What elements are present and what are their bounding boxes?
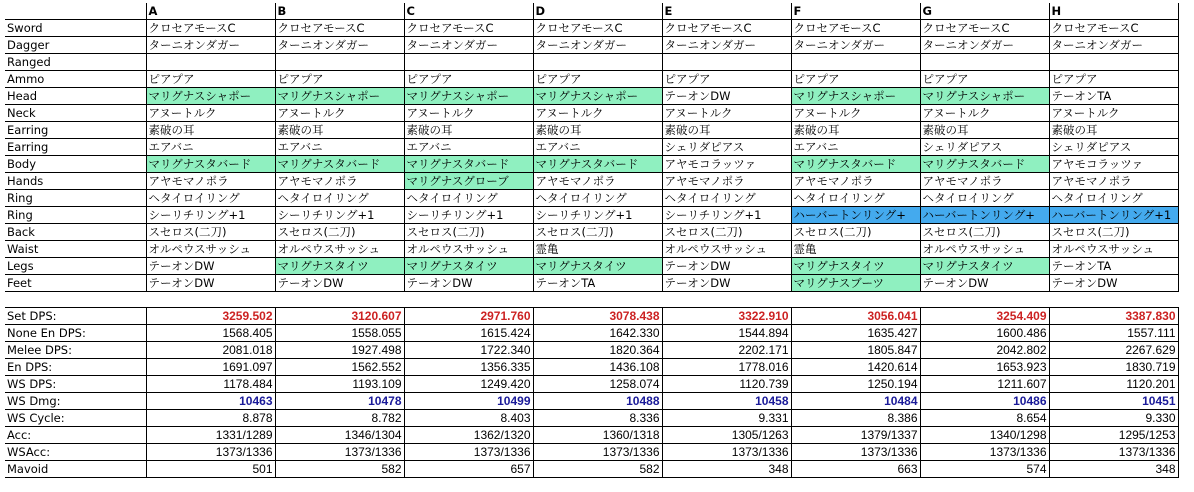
stat-label[interactable]: Acc: xyxy=(5,427,146,444)
stat-value-cell[interactable]: 582 xyxy=(533,461,662,478)
equipment-cell[interactable]: アヌートルク xyxy=(146,105,275,122)
equipment-cell[interactable]: ターニオンダガー xyxy=(146,37,275,54)
equipment-cell[interactable]: クロセアモースC xyxy=(662,20,791,37)
stat-value-cell[interactable]: 1250.194 xyxy=(791,376,920,393)
equipment-cell[interactable]: アヌートルク xyxy=(920,105,1049,122)
equipment-cell[interactable]: スセロス(二刀) xyxy=(146,224,275,241)
equipment-cell[interactable]: エアバニ xyxy=(791,139,920,156)
stat-value-cell[interactable]: 3254.409 xyxy=(920,308,1049,325)
equipment-cell[interactable]: マリグナスブーツ xyxy=(791,275,920,292)
equipment-cell[interactable]: クロセアモースC xyxy=(404,20,533,37)
stat-value-cell[interactable]: 8.336 xyxy=(533,410,662,427)
stat-value-cell[interactable]: 1373/1336 xyxy=(533,444,662,461)
stat-value-cell[interactable]: 1373/1336 xyxy=(275,444,404,461)
slot-label[interactable]: Earring xyxy=(5,122,146,139)
equipment-cell[interactable]: テーオンDW xyxy=(404,275,533,292)
equipment-cell[interactable]: ターニオンダガー xyxy=(1049,37,1178,54)
stat-value-cell[interactable]: 663 xyxy=(791,461,920,478)
equipment-cell[interactable]: ターニオンダガー xyxy=(275,37,404,54)
equipment-cell[interactable]: アヤモマノポラ xyxy=(1049,173,1178,190)
equipment-cell[interactable]: ピアプア xyxy=(791,71,920,88)
equipment-cell[interactable]: テーオンDW xyxy=(662,88,791,105)
equipment-cell[interactable]: テーオンDW xyxy=(146,258,275,275)
stat-value-cell[interactable]: 1722.340 xyxy=(404,342,533,359)
equipment-cell[interactable]: シェリダピアス xyxy=(920,139,1049,156)
equipment-cell[interactable]: ヘタイロイリング xyxy=(920,190,1049,207)
spreadsheet xyxy=(5,3,1179,478)
stat-row xyxy=(5,376,1178,393)
stat-label[interactable]: WS Cycle: xyxy=(5,410,146,427)
equipment-cell[interactable]: ピアプア xyxy=(146,71,275,88)
stat-value-cell[interactable]: 10463 xyxy=(146,393,275,410)
stat-value-cell[interactable]: 1356.335 xyxy=(404,359,533,376)
stat-value-cell[interactable]: 657 xyxy=(404,461,533,478)
equipment-cell[interactable]: シェリダピアス xyxy=(662,139,791,156)
equipment-row xyxy=(5,71,1178,88)
stat-value-cell[interactable]: 8.403 xyxy=(404,410,533,427)
stat-value-cell[interactable]: 1120.201 xyxy=(1049,376,1178,393)
equipment-cell[interactable]: アヌートルク xyxy=(1049,105,1178,122)
equipment-cell[interactable]: マリグナスタイツ xyxy=(533,258,662,275)
equipment-row xyxy=(5,275,1178,292)
equipment-cell[interactable]: ピアプア xyxy=(533,71,662,88)
column-header-e[interactable]: E xyxy=(662,3,791,20)
stat-value-cell[interactable]: 1635.427 xyxy=(791,325,920,342)
equipment-row xyxy=(5,20,1178,37)
equipment-cell[interactable]: ハーバートンリング+1 xyxy=(1049,207,1178,224)
equipment-cell[interactable]: オルペウスサッシュ xyxy=(920,241,1049,258)
equipment-cell[interactable]: スセロス(二刀) xyxy=(791,224,920,241)
equipment-cell[interactable]: テーオンTA xyxy=(1049,88,1178,105)
equipment-cell[interactable]: オルペウスサッシュ xyxy=(1049,241,1178,258)
equipment-cell[interactable]: アヤモコラッツァ xyxy=(662,156,791,173)
column-header-g[interactable]: G xyxy=(920,3,1049,20)
equipment-row xyxy=(5,224,1178,241)
stat-value-cell[interactable]: 8.654 xyxy=(920,410,1049,427)
equipment-cell[interactable]: アヤモマノポラ xyxy=(275,173,404,190)
stat-value-cell[interactable]: 1211.607 xyxy=(920,376,1049,393)
stat-value-cell[interactable]: 1331/1289 xyxy=(146,427,275,444)
stat-row xyxy=(5,393,1178,410)
corner-cell xyxy=(5,3,146,20)
stat-value-cell[interactable]: 8.386 xyxy=(791,410,920,427)
equipment-cell[interactable]: マリグナスタバード xyxy=(533,156,662,173)
equipment-cell[interactable]: オルペウスサッシュ xyxy=(404,241,533,258)
equipment-row xyxy=(5,190,1178,207)
equipment-cell[interactable]: テーオンDW xyxy=(275,275,404,292)
equipment-cell[interactable]: 素破の耳 xyxy=(920,122,1049,139)
stat-label[interactable]: En DPS: xyxy=(5,359,146,376)
equipment-cell[interactable]: マリグナスタバード xyxy=(146,156,275,173)
equipment-cell[interactable]: 霊亀 xyxy=(791,241,920,258)
stat-value-cell[interactable]: 3078.438 xyxy=(533,308,662,325)
slot-label[interactable]: Dagger xyxy=(5,37,146,54)
stat-value-cell[interactable]: 8.782 xyxy=(275,410,404,427)
equipment-cell[interactable]: 素破の耳 xyxy=(662,122,791,139)
equipment-row xyxy=(5,258,1178,275)
equipment-cell[interactable]: アヌートルク xyxy=(791,105,920,122)
stat-label[interactable]: WS DPS: xyxy=(5,376,146,393)
stat-label[interactable]: Melee DPS: xyxy=(5,342,146,359)
equipment-cell[interactable]: クロセアモースC xyxy=(791,20,920,37)
slot-label[interactable]: Sword xyxy=(5,20,146,37)
stat-row xyxy=(5,359,1178,376)
stat-value-cell[interactable]: 1295/1253 xyxy=(1049,427,1178,444)
stat-value-cell[interactable]: 10484 xyxy=(791,393,920,410)
stat-value-cell[interactable]: 1691.097 xyxy=(146,359,275,376)
equipment-cell[interactable]: マリグナスタバード xyxy=(275,156,404,173)
equipment-cell[interactable] xyxy=(791,54,920,71)
equipment-cell[interactable]: テーオンDW xyxy=(662,258,791,275)
equipment-cell[interactable]: マリグナスタイツ xyxy=(404,258,533,275)
equipment-row xyxy=(5,54,1178,71)
stat-value-cell[interactable]: 1544.894 xyxy=(662,325,791,342)
equipment-cell[interactable]: ヘタイロイリング xyxy=(1049,190,1178,207)
equipment-cell[interactable]: ヘタイロイリング xyxy=(533,190,662,207)
stat-value-cell[interactable]: 1178.484 xyxy=(146,376,275,393)
equipment-cell[interactable]: アヤモマノポラ xyxy=(662,173,791,190)
equipment-row xyxy=(5,156,1178,173)
stat-value-cell[interactable]: 1558.055 xyxy=(275,325,404,342)
equipment-cell[interactable] xyxy=(920,54,1049,71)
equipment-cell[interactable]: スセロス(二刀) xyxy=(533,224,662,241)
equipment-cell[interactable]: ヘタイロイリング xyxy=(791,190,920,207)
equipment-row xyxy=(5,139,1178,156)
equipment-cell[interactable]: ヘタイロイリング xyxy=(404,190,533,207)
equipment-cell[interactable] xyxy=(275,54,404,71)
equipment-cell[interactable]: アヌートルク xyxy=(404,105,533,122)
equipment-cell[interactable]: マリグナスタイツ xyxy=(275,258,404,275)
equipment-cell[interactable]: ピアプア xyxy=(662,71,791,88)
stat-row xyxy=(5,427,1178,444)
stat-value-cell[interactable]: 1340/1298 xyxy=(920,427,1049,444)
stat-value-cell[interactable]: 1653.923 xyxy=(920,359,1049,376)
column-header-h[interactable]: H xyxy=(1049,3,1178,20)
equipment-cell[interactable]: クロセアモースC xyxy=(146,20,275,37)
equipment-cell[interactable]: ターニオンダガー xyxy=(404,37,533,54)
equipment-cell[interactable]: クロセアモースC xyxy=(533,20,662,37)
equipment-cell[interactable]: ターニオンダガー xyxy=(662,37,791,54)
equipment-cell[interactable]: ピアプア xyxy=(920,71,1049,88)
stat-value-cell[interactable]: 348 xyxy=(662,461,791,478)
stat-value-cell[interactable]: 1193.109 xyxy=(275,376,404,393)
equipment-cell[interactable]: ヘタイロイリング xyxy=(662,190,791,207)
equipment-cell[interactable]: クロセアモースC xyxy=(920,20,1049,37)
equipment-cell[interactable]: マリグナスシャポー xyxy=(533,88,662,105)
equipment-cell[interactable]: ターニオンダガー xyxy=(920,37,1049,54)
equipment-cell[interactable]: 素破の耳 xyxy=(275,122,404,139)
equipment-cell[interactable]: マリグナスタイツ xyxy=(920,258,1049,275)
equipment-cell[interactable]: アヌートルク xyxy=(533,105,662,122)
column-header-row xyxy=(5,3,1178,20)
equipment-cell[interactable]: エアバニ xyxy=(146,139,275,156)
stat-row xyxy=(5,461,1178,478)
equipment-cell[interactable]: アヌートルク xyxy=(662,105,791,122)
equipment-cell[interactable]: マリグナスシャポー xyxy=(275,88,404,105)
equipment-cell[interactable]: シーリチリング+1 xyxy=(662,207,791,224)
equipment-cell[interactable]: 素破の耳 xyxy=(791,122,920,139)
stat-value-cell[interactable]: 1778.016 xyxy=(662,359,791,376)
stat-value-cell[interactable]: 10458 xyxy=(662,393,791,410)
stat-label[interactable]: None En DPS: xyxy=(5,325,146,342)
stat-label[interactable]: Set DPS: xyxy=(5,308,146,325)
equipment-cell[interactable]: マリグナスシャポー xyxy=(920,88,1049,105)
equipment-cell[interactable]: アヌートルク xyxy=(275,105,404,122)
equipment-cell[interactable]: 素破の耳 xyxy=(533,122,662,139)
equipment-cell[interactable]: ヘタイロイリング xyxy=(275,190,404,207)
stat-value-cell[interactable]: 574 xyxy=(920,461,1049,478)
equipment-cell[interactable]: テーオンTA xyxy=(533,275,662,292)
equipment-cell[interactable]: アヤモマノポラ xyxy=(146,173,275,190)
stat-value-cell[interactable]: 1600.486 xyxy=(920,325,1049,342)
equipment-row xyxy=(5,105,1178,122)
stat-value-cell[interactable]: 1830.719 xyxy=(1049,359,1178,376)
equipment-cell[interactable]: シェリダピアス xyxy=(1049,139,1178,156)
equipment-cell[interactable]: エアバニ xyxy=(404,139,533,156)
stat-value-cell[interactable]: 3120.607 xyxy=(275,308,404,325)
equipment-cell[interactable]: テーオンDW xyxy=(1049,275,1178,292)
stat-value-cell[interactable]: 1805.847 xyxy=(791,342,920,359)
equipment-cell[interactable]: テーオンDW xyxy=(146,275,275,292)
slot-label[interactable]: Ring xyxy=(5,190,146,207)
slot-label[interactable]: Body xyxy=(5,156,146,173)
stat-value-cell[interactable]: 582 xyxy=(275,461,404,478)
equipment-cell[interactable]: オルペウスサッシュ xyxy=(146,241,275,258)
stat-value-cell[interactable]: 3322.910 xyxy=(662,308,791,325)
equipment-cell[interactable]: 霊亀 xyxy=(533,241,662,258)
slot-label[interactable]: Back xyxy=(5,224,146,241)
equipment-cell[interactable]: エアバニ xyxy=(275,139,404,156)
equipment-cell[interactable]: ハーバートンリング+ xyxy=(791,207,920,224)
stat-value-cell[interactable]: 1615.424 xyxy=(404,325,533,342)
stat-row xyxy=(5,342,1178,359)
equipment-cell[interactable]: アヤモマノポラ xyxy=(533,173,662,190)
stat-value-cell[interactable]: 2042.802 xyxy=(920,342,1049,359)
equipment-cell[interactable]: スセロス(二刀) xyxy=(1049,224,1178,241)
equipment-cell[interactable]: シーリチリング+1 xyxy=(404,207,533,224)
stat-value-cell[interactable]: 1305/1263 xyxy=(662,427,791,444)
stat-value-cell[interactable]: 1379/1337 xyxy=(791,427,920,444)
stat-value-cell[interactable]: 1360/1318 xyxy=(533,427,662,444)
equipment-cell[interactable]: スセロス(二刀) xyxy=(404,224,533,241)
equipment-cell[interactable]: 素破の耳 xyxy=(1049,122,1178,139)
equipment-row xyxy=(5,37,1178,54)
stat-value-cell[interactable]: 10478 xyxy=(275,393,404,410)
stat-value-cell[interactable]: 348 xyxy=(1049,461,1178,478)
stat-value-cell[interactable]: 1373/1336 xyxy=(791,444,920,461)
slot-label[interactable]: Feet xyxy=(5,275,146,292)
stat-value-cell[interactable]: 1373/1336 xyxy=(404,444,533,461)
equipment-cell[interactable]: クロセアモースC xyxy=(275,20,404,37)
stat-value-cell[interactable]: 1362/1320 xyxy=(404,427,533,444)
equipment-row xyxy=(5,241,1178,258)
equipment-cell[interactable]: スセロス(二刀) xyxy=(275,224,404,241)
stat-value-cell[interactable]: 1420.614 xyxy=(791,359,920,376)
stat-value-cell[interactable]: 8.878 xyxy=(146,410,275,427)
stat-value-cell[interactable]: 1373/1336 xyxy=(146,444,275,461)
equipment-cell[interactable]: スセロス(二刀) xyxy=(920,224,1049,241)
stat-value-cell[interactable]: 1436.108 xyxy=(533,359,662,376)
slot-label[interactable]: Ammo xyxy=(5,71,146,88)
slot-label[interactable]: Legs xyxy=(5,258,146,275)
stat-value-cell[interactable]: 1642.330 xyxy=(533,325,662,342)
equipment-cell[interactable]: マリグナスタバード xyxy=(791,156,920,173)
stat-row xyxy=(5,308,1178,325)
stat-row xyxy=(5,410,1178,427)
stat-row xyxy=(5,325,1178,342)
equipment-cell[interactable]: シーリチリング+1 xyxy=(533,207,662,224)
equipment-cell[interactable]: ピアプア xyxy=(275,71,404,88)
equipment-row xyxy=(5,122,1178,139)
stat-value-cell[interactable]: 1373/1336 xyxy=(662,444,791,461)
equipment-cell[interactable]: テーオンDW xyxy=(920,275,1049,292)
equipment-cell[interactable]: オルペウスサッシュ xyxy=(275,241,404,258)
stat-value-cell[interactable]: 1568.405 xyxy=(146,325,275,342)
equipment-cell[interactable] xyxy=(146,54,275,71)
stat-row xyxy=(5,444,1178,461)
equipment-table xyxy=(5,3,1179,292)
stat-value-cell[interactable]: 1820.364 xyxy=(533,342,662,359)
column-header-a[interactable]: A xyxy=(146,3,275,20)
stat-label[interactable]: WSAcc: xyxy=(5,444,146,461)
stat-value-cell[interactable]: 3387.830 xyxy=(1049,308,1178,325)
stat-value-cell[interactable]: 10488 xyxy=(533,393,662,410)
equipment-row xyxy=(5,207,1178,224)
stat-value-cell[interactable]: 2267.629 xyxy=(1049,342,1178,359)
equipment-cell[interactable]: シーリチリング+1 xyxy=(146,207,275,224)
column-header-f[interactable]: F xyxy=(791,3,920,20)
equipment-cell[interactable]: シーリチリング+1 xyxy=(275,207,404,224)
equipment-cell[interactable]: ピアプア xyxy=(404,71,533,88)
equipment-cell[interactable]: マリグナスシャポー xyxy=(791,88,920,105)
equipment-cell[interactable] xyxy=(1049,54,1178,71)
equipment-cell[interactable]: テーオンDW xyxy=(662,275,791,292)
slot-label[interactable]: Waist xyxy=(5,241,146,258)
stat-value-cell[interactable]: 10486 xyxy=(920,393,1049,410)
stat-value-cell[interactable]: 9.331 xyxy=(662,410,791,427)
stat-label[interactable]: Mavoid xyxy=(5,461,146,478)
equipment-cell[interactable]: アヤモマノポラ xyxy=(791,173,920,190)
stat-value-cell[interactable]: 2202.171 xyxy=(662,342,791,359)
stats-table xyxy=(5,307,1179,478)
equipment-cell[interactable]: ハーバートンリング+ xyxy=(920,207,1049,224)
stat-value-cell[interactable]: 1562.552 xyxy=(275,359,404,376)
equipment-cell[interactable]: 素破の耳 xyxy=(404,122,533,139)
stat-value-cell[interactable]: 2081.018 xyxy=(146,342,275,359)
equipment-cell[interactable]: クロセアモースC xyxy=(1049,20,1178,37)
equipment-cell[interactable]: マリグナスタバード xyxy=(404,156,533,173)
slot-label[interactable]: Ring xyxy=(5,207,146,224)
stat-value-cell[interactable]: 1557.111 xyxy=(1049,325,1178,342)
equipment-cell[interactable]: ピアプア xyxy=(1049,71,1178,88)
stat-value-cell[interactable]: 1120.739 xyxy=(662,376,791,393)
equipment-cell[interactable]: 素破の耳 xyxy=(146,122,275,139)
equipment-cell[interactable]: マリグナスタイツ xyxy=(791,258,920,275)
equipment-cell[interactable] xyxy=(533,54,662,71)
stat-value-cell[interactable]: 9.330 xyxy=(1049,410,1178,427)
stat-value-cell[interactable]: 3056.041 xyxy=(791,308,920,325)
slot-label[interactable]: Earring xyxy=(5,139,146,156)
slot-label[interactable]: Ranged xyxy=(5,54,146,71)
equipment-cell[interactable]: ヘタイロイリング xyxy=(146,190,275,207)
column-header-d[interactable]: D xyxy=(533,3,662,20)
equipment-cell[interactable]: アヤモコラッツァ xyxy=(1049,156,1178,173)
equipment-cell[interactable]: マリグナスグローブ xyxy=(404,173,533,190)
stat-value-cell[interactable]: 1249.420 xyxy=(404,376,533,393)
equipment-cell[interactable]: アヤモマノポラ xyxy=(920,173,1049,190)
equipment-cell[interactable] xyxy=(404,54,533,71)
equipment-cell[interactable]: マリグナスタバード xyxy=(920,156,1049,173)
equipment-cell[interactable]: マリグナスシャポー xyxy=(404,88,533,105)
stat-label[interactable]: WS Dmg: xyxy=(5,393,146,410)
stat-value-cell[interactable]: 1346/1304 xyxy=(275,427,404,444)
stat-value-cell[interactable]: 1373/1336 xyxy=(1049,444,1178,461)
stat-value-cell[interactable]: 10499 xyxy=(404,393,533,410)
stat-value-cell[interactable]: 501 xyxy=(146,461,275,478)
equipment-cell[interactable]: エアバニ xyxy=(533,139,662,156)
equipment-row xyxy=(5,173,1178,190)
equipment-cell[interactable]: ターニオンダガー xyxy=(533,37,662,54)
equipment-cell[interactable]: マリグナスシャポー xyxy=(146,88,275,105)
slot-label[interactable]: Neck xyxy=(5,105,146,122)
stat-value-cell[interactable]: 2971.760 xyxy=(404,308,533,325)
stat-value-cell[interactable]: 1373/1336 xyxy=(920,444,1049,461)
equipment-row xyxy=(5,88,1178,105)
equipment-cell[interactable] xyxy=(662,54,791,71)
equipment-cell[interactable]: スセロス(二刀) xyxy=(662,224,791,241)
stat-value-cell[interactable]: 1927.498 xyxy=(275,342,404,359)
stat-value-cell[interactable]: 10451 xyxy=(1049,393,1178,410)
column-header-c[interactable]: C xyxy=(404,3,533,20)
stat-value-cell[interactable]: 3259.502 xyxy=(146,308,275,325)
slot-label[interactable]: Hands xyxy=(5,173,146,190)
column-header-b[interactable]: B xyxy=(275,3,404,20)
equipment-cell[interactable]: オルペウスサッシュ xyxy=(662,241,791,258)
equipment-cell[interactable]: テーオンTA xyxy=(1049,258,1178,275)
equipment-cell[interactable]: ターニオンダガー xyxy=(791,37,920,54)
slot-label[interactable]: Head xyxy=(5,88,146,105)
stat-value-cell[interactable]: 1258.074 xyxy=(533,376,662,393)
